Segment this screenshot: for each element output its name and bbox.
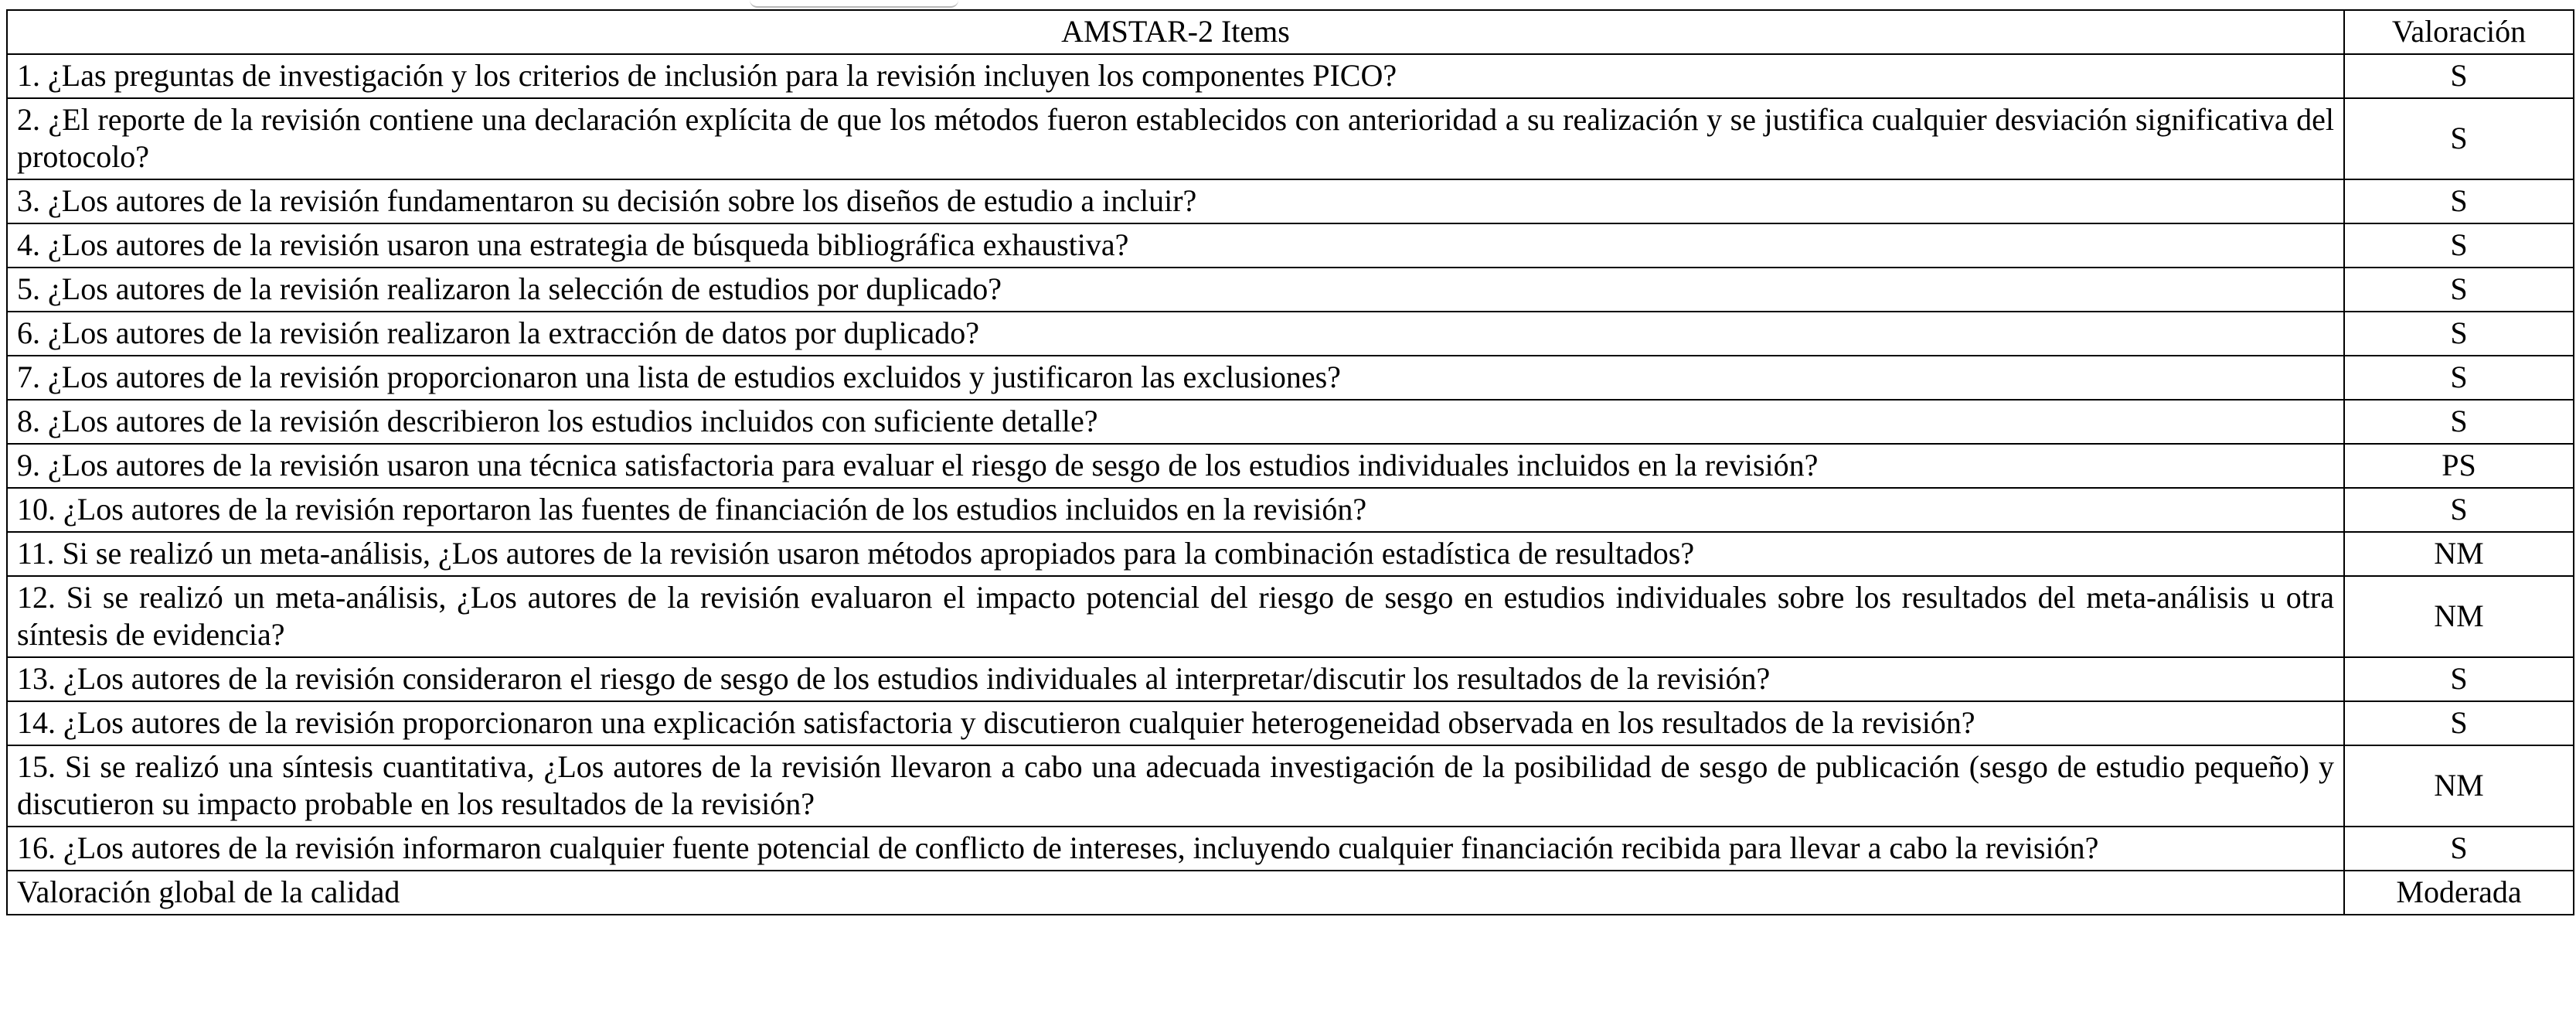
summary-rating: Moderada [2344,871,2574,915]
item-rating: NM [2344,745,2574,827]
item-rating: S [2344,223,2574,268]
table-row [7,444,2574,488]
item-rating: PS [2344,444,2574,488]
item-text: 14. ¿Los autores de la revisión proporcionaron una explicación satisfactoria y discutieron cualquier heterogeneidad observada en los resultados de la revisión? [7,701,2344,745]
summary-row [7,871,2574,915]
item-text: 9. ¿Los autores de la revisión usaron una técnica satisfactoria para evaluar el riesgo de sesgo de los estudios individuales incluidos en la revisión? [7,444,2344,488]
table-row [7,400,2574,444]
item-rating: NM [2344,576,2574,657]
item-text: 5. ¿Los autores de la revisión realizaron la selección de estudios por duplicado? [7,268,2344,312]
table-row [7,312,2574,356]
item-text: 1. ¿Las preguntas de investigación y los criterios de inclusión para la revisión incluyen los componentes PICO? [7,54,2344,98]
table-row [7,701,2574,745]
item-text: 3. ¿Los autores de la revisión fundamentaron su decisión sobre los diseños de estudio a incluir? [7,179,2344,223]
item-text: 10. ¿Los autores de la revisión reportaron las fuentes de financiación de los estudios incluidos en la revisión? [7,488,2344,532]
item-rating: NM [2344,532,2574,576]
table-row [7,54,2574,98]
table-row [7,745,2574,827]
item-text: 2. ¿El reporte de la revisión contiene una declaración explícita de que los métodos fueron establecidos con anterioridad a su realización y se justifica cualquier desviación significativa del protocolo? [7,98,2344,179]
item-rating: S [2344,827,2574,871]
item-rating: S [2344,268,2574,312]
summary-label: Valoración global de la calidad [7,871,2344,915]
header-rating: Valoración [2344,10,2574,54]
item-rating: S [2344,657,2574,701]
item-text: 15. Si se realizó una síntesis cuantitativa, ¿Los autores de la revisión llevaron a cabo una adecuada investigación de la posibilidad de sesgo de publicación (sesgo de estudio pequeño) y discutieron su impacto probable en los resultados de la revisión? [7,745,2344,827]
item-rating: S [2344,400,2574,444]
table-row [7,268,2574,312]
table-row [7,532,2574,576]
table-row [7,657,2574,701]
table-row [7,98,2574,179]
item-rating: S [2344,98,2574,179]
item-rating: S [2344,488,2574,532]
item-rating: S [2344,179,2574,223]
item-text: 16. ¿Los autores de la revisión informaron cualquier fuente potencial de conflicto de intereses, incluyendo cualquier financiación recibida para llevar a cabo la revisión? [7,827,2344,871]
table-row [7,827,2574,871]
item-rating: S [2344,54,2574,98]
table-row [7,576,2574,657]
item-rating: S [2344,701,2574,745]
amstar2-table [6,9,2574,915]
table-row [7,179,2574,223]
table-row [7,223,2574,268]
item-rating: S [2344,356,2574,400]
item-text: 13. ¿Los autores de la revisión consideraron el riesgo de sesgo de los estudios individuales al interpretar/discutir los resultados de la revisión? [7,657,2344,701]
table-row [7,356,2574,400]
item-text: 12. Si se realizó un meta-análisis, ¿Los autores de la revisión evaluaron el impacto potencial del riesgo de sesgo en estudios individuales sobre los resultados del meta-análisis u otra síntesis de evidencia? [7,576,2344,657]
item-text: 11. Si se realizó un meta-análisis, ¿Los autores de la revisión usaron métodos apropiados para la combinación estadística de resultados? [7,532,2344,576]
item-text: 4. ¿Los autores de la revisión usaron una estrategia de búsqueda bibliográfica exhaustiva? [7,223,2344,268]
item-text: 8. ¿Los autores de la revisión describieron los estudios incluidos con suficiente detalle? [7,400,2344,444]
cropped-caption-edge [750,0,958,8]
header-row [7,10,2574,54]
header-items: AMSTAR-2 Items [7,10,2344,54]
table-row [7,488,2574,532]
item-rating: S [2344,312,2574,356]
item-text: 7. ¿Los autores de la revisión proporcionaron una lista de estudios excluidos y justificaron las exclusiones? [7,356,2344,400]
table-body [7,10,2574,915]
item-text: 6. ¿Los autores de la revisión realizaron la extracción de datos por duplicado? [7,312,2344,356]
